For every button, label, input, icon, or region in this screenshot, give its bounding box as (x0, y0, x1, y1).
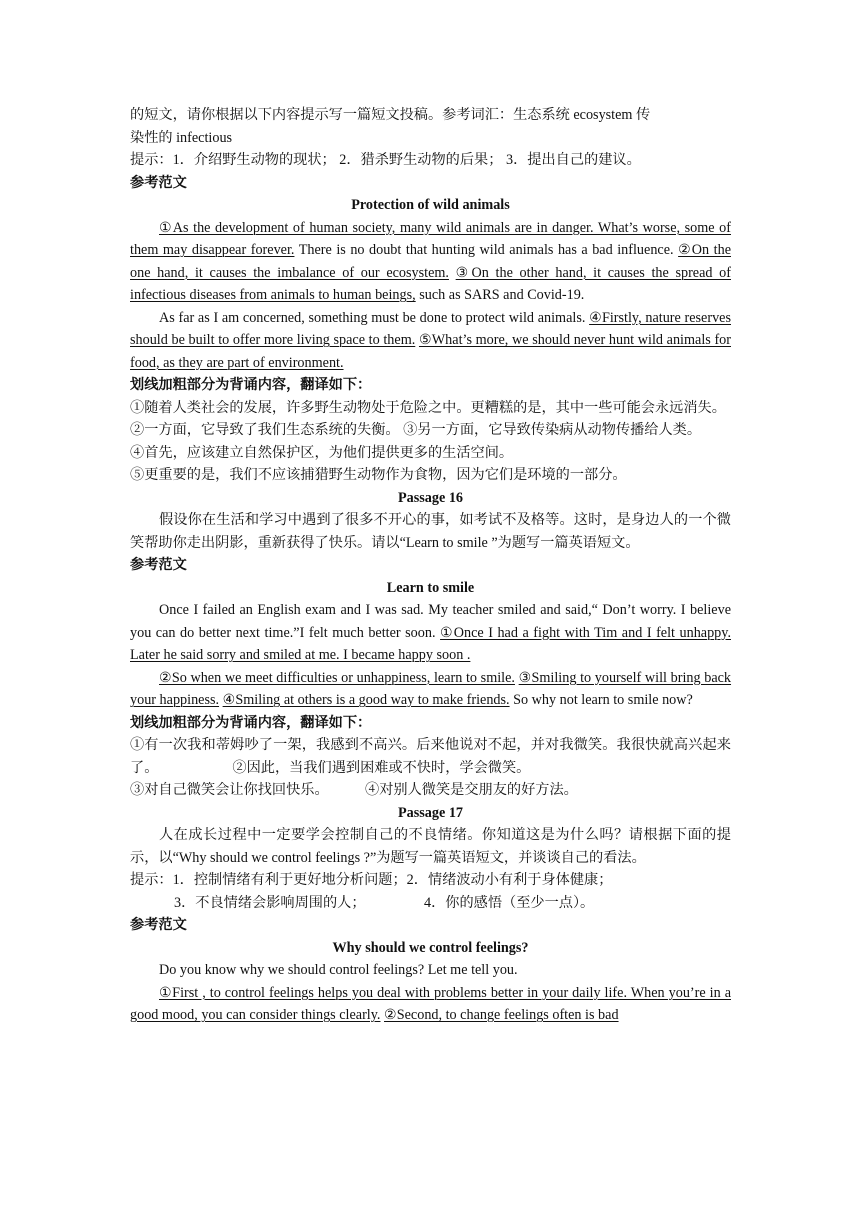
p15-translation-3: ④首先，应该建立自然保护区，为他们提供更多的生活空间。 (130, 444, 514, 461)
memorize-sentence: ②So when we meet difficulties or unhappiness, learn to smile. (159, 669, 515, 686)
memorize-sentence: ③On the other hand, it causes the spread of infectious diseases from animals to human beings, (130, 264, 731, 303)
p16-translation-4: ④对别人微笑是交朋友的好方法。 (365, 782, 578, 798)
p16-essay-title: Learn to smile (386, 579, 475, 596)
p17-tip4: 4．你的感悟（至少一点）。 (424, 894, 595, 911)
p16-heading: Passage 16 (397, 489, 464, 506)
memorize-sentence: ②Second, to change feelings often is bad (384, 1007, 619, 1023)
essay-text (449, 265, 456, 281)
p15-tips: 提示：1．介绍野生动物的现状； 2．猎杀野生动物的后果； 3．提出自己的建议。 (130, 152, 641, 168)
memorize-sentence: ④Firstly, nature reserves should be built to offer more living space to them. (130, 309, 731, 348)
essay-text: So why not learn to smile now? (509, 692, 693, 708)
memorize-sentence: ①As the development of human society, many wild animals are in danger. What’s worse, some of them may disappear forever. (130, 219, 731, 258)
p16-translation-2: ②因此，当我们遇到困难或不快时，学会微笑。 (232, 759, 531, 776)
p17-tip3: 3．不良情绪会影响周围的人； (174, 894, 366, 911)
document-page (130, 104, 731, 1027)
p15-intro-line1: 的短文，请你根据以下内容提示写一篇短文投稿。参考词汇：生态系统 ecosystem 传 (130, 107, 651, 123)
essay-text: As far as I am concerned, something must be done to protect wild animals. (159, 309, 590, 326)
p16-prompt: 假设你在生活和学习中遇到了很多不开心的事，如考试不及格等。这时，是身边人的一个微笑帮助你走出阴影，重新获得了快乐。请以“Learn to smile ”为题写一篇英语短文。 (130, 512, 731, 551)
p17-heading: Passage 17 (397, 804, 464, 821)
memorize-sentence: ①Once I had a fight with Tim and I felt unhappy. Later he said sorry and smiled at me. I became happy soon . (130, 624, 731, 663)
p17-essay-para2 (130, 982, 731, 1027)
memorize-sentence: ④Smiling at others is a good way to make friends. (222, 692, 510, 708)
p15-translation-1: ①随着人类社会的发展，许多野生动物处于危险之中。更糟糕的是，其中一些可能会永远消失。 (130, 399, 726, 416)
essay-text: There is no doubt that hunting wild animals has a bad influence. (294, 242, 679, 258)
memorize-sentence: ①First , to control feelings helps you deal with problems better in your daily life. When you’re in a good mood, you can consider things clearly. (130, 984, 731, 1023)
p16-translation-row (130, 779, 731, 802)
p17-sample-label: 参考范文 (130, 917, 187, 933)
memorize-sentence: ⑤What’s more, we should never hunt wild animals for food, as they are part of environment. (130, 332, 731, 371)
p15-intro-line2: 染性的 infectious (130, 129, 233, 146)
p16-sample-label: 参考范文 (130, 557, 187, 573)
p15-essay-title: Protection of wild animals (351, 197, 510, 213)
p16-essay-para1 (130, 599, 731, 667)
p16-note-heading: 划线加粗部分为背诵内容，翻译如下： (130, 714, 372, 731)
p17-tip-line1: 提示：1．控制情绪有利于更好地分析问题；2．情绪波动小有利于身体健康； (130, 872, 613, 888)
p17-prompt: 人在成长过程中一定要学会控制自己的不良情绪。你知道这是为什么吗？请根据下面的提示，以“Why should we control feelings ?”为题写一篇英语短文，并谈谈自己的看法。 (130, 827, 731, 866)
p15-translation-4: ⑤更重要的是，我们不应该捕猎野生动物作为食物，因为它们是环境的一部分。 (130, 467, 627, 483)
p16-translation-3: ③对自己微笑会让你找回快乐。 (130, 782, 329, 798)
p15-essay-para2 (130, 307, 731, 375)
p15-translation-2: ②一方面，它导致了我们生态系统的失衡。 ③另一方面，它导致传染病从动物传播给人类。 (130, 422, 702, 438)
memorize-sentence: ③Smiling to yourself will bring back your happiness. (130, 669, 732, 708)
p17-essay-para1: Do you know why we should control feelings? Let me tell you. (159, 962, 518, 978)
essay-text: Once I failed an English exam and I was sad. My teacher smiled and said,“ Don’t worry. I believe you can do better next time.”I felt much better soon. (130, 602, 731, 641)
p15-note-heading: 划线加粗部分为背诵内容，翻译如下： (130, 377, 372, 393)
p16-essay-para2 (130, 667, 731, 712)
p15-essay-para1 (130, 217, 731, 307)
memorize-sentence: ②On the one hand, it causes the imbalance of our ecosystem. (130, 242, 731, 281)
p16-translation-1: ①有一次我和蒂姆吵了一架，我感到不高兴。后来他说对不起，并对我微笑。我很快就高兴起来了。 ②因此，当我们遇到困难或不快时，学会微笑。 (130, 737, 731, 776)
p17-essay-title: Why should we control feelings? (332, 939, 529, 956)
p15-sample-label: 参考范文 (130, 174, 187, 191)
p17-tip-line2 (130, 892, 731, 915)
essay-text: such as SARS and Covid-19. (415, 287, 585, 303)
p15-intro (130, 104, 731, 149)
